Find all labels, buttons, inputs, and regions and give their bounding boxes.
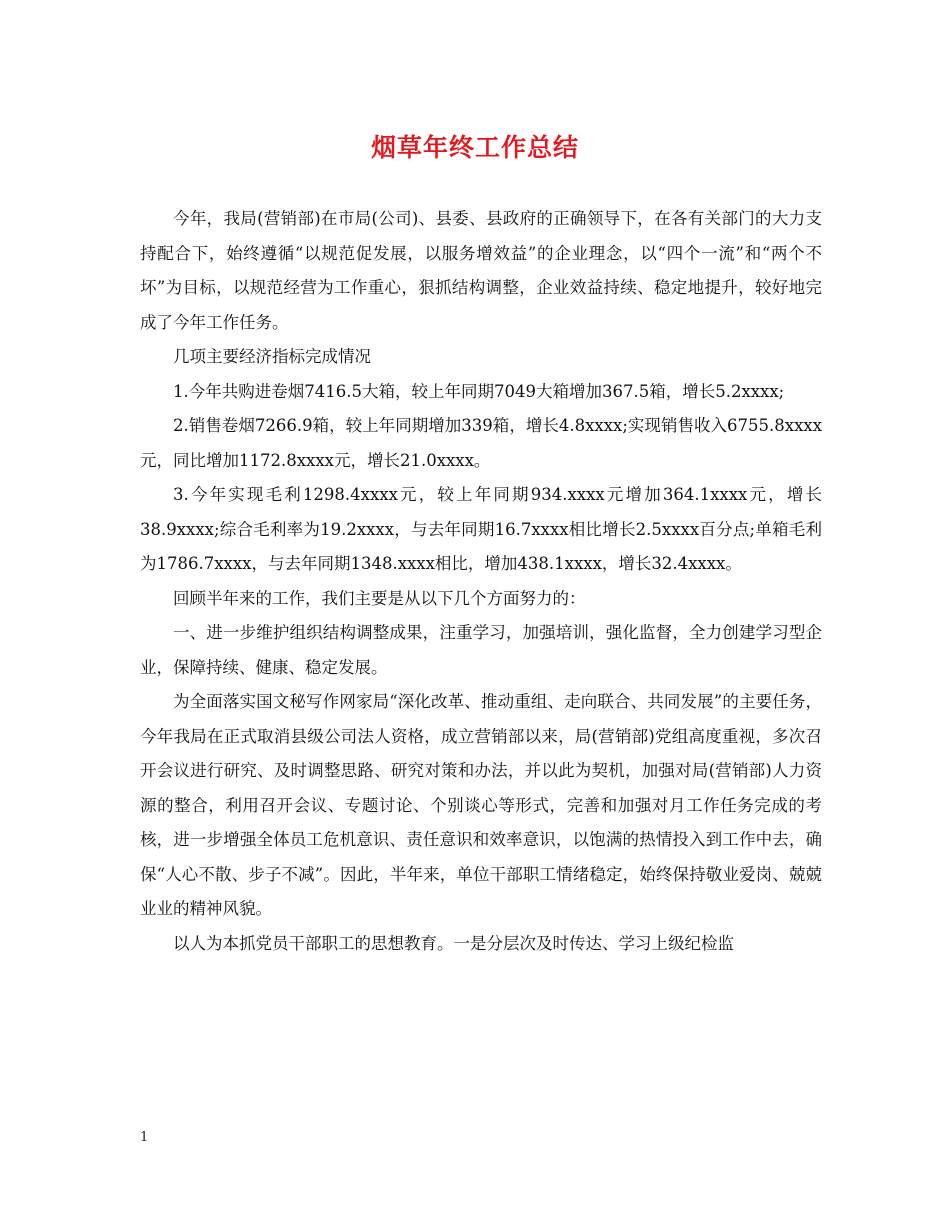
paragraph-item-3: 3.今年实现毛利1298.4xxxx元，较上年同期934.xxxx元增加364.1xxxx元，增长38.9xxxx;综合毛利率为19.2xxxx，与去年同期16.7xxxx相比增长2.5xxxx百分点;单箱毛利为1786.7xxxx，与去年同期1348.xxxx相比，增加438.1xxxx，增长32.4xxxx。 <box>140 485 822 573</box>
document-body <box>140 202 822 961</box>
paragraph-indicators-heading: 几项主要经济指标完成情况 <box>173 347 371 366</box>
paragraph-section-one: 一、进一步维护组织结构调整成果，注重学习，加强培训，强化监督，全力创建学习型企业，保障持续、健康、稳定发展。 <box>140 623 822 677</box>
paragraph-implementation: 为全面落实国文秘写作网家局“深化改革、推动重组、走向联合、共同发展”的主要任务，今年我局在正式取消县级公司法人资格，成立营销部以来，局(营销部)党组高度重视，多次召开会议进行研究、及时调整思路、研究对策和办法，并以此为契机，加强对局(营销部)人力资源的整合，利用召开会议、专题讨论、个别谈心等形式，完善和加强对月工作任务完成的考核，进一步增强全体员工危机意识、责任意识和效率意识，以饱满的热情投入到工作中去，确保“人心不散、步子不减”。因此，半年来，单位干部职工情绪稳定，始终保持敬业爱岗、兢兢业业的精神风貌。 <box>140 692 822 918</box>
page-number: 1 <box>140 1130 149 1145</box>
paragraph-review: 回顾半年来的工作，我们主要是从以下几个方面努力的： <box>173 588 586 608</box>
paragraph-education: 以人为本抓党员干部职工的思想教育。一是分层次及时传达、学习上级纪检监 <box>173 933 734 953</box>
document-title: 烟草年终工作总结 <box>370 133 579 162</box>
paragraph-intro: 今年，我局(营销部)在市局(公司)、县委、县政府的正确领导下，在各有关部门的大力支持配合下，始终遵循“以规范促发展，以服务增效益”的企业理念，以“四个一流”和“两个不坏”为目标，以规范经营为工作重心，狠抓结构调整，企业效益持续、稳定地提升，较好地完成了今年工作任务。 <box>140 209 822 332</box>
paragraph-item-1: 1.今年共购进卷烟7416.5大箱，较上年同期7049大箱增加367.5箱，增长5.2xxxx; <box>173 381 785 401</box>
paragraph-item-2: 2.销售卷烟7266.9箱，较上年同期增加339箱，增长4.8xxxx;实现销售收入6755.8xxxx元，同比增加1172.8xxxx元，增长21.0xxxx。 <box>140 416 822 470</box>
